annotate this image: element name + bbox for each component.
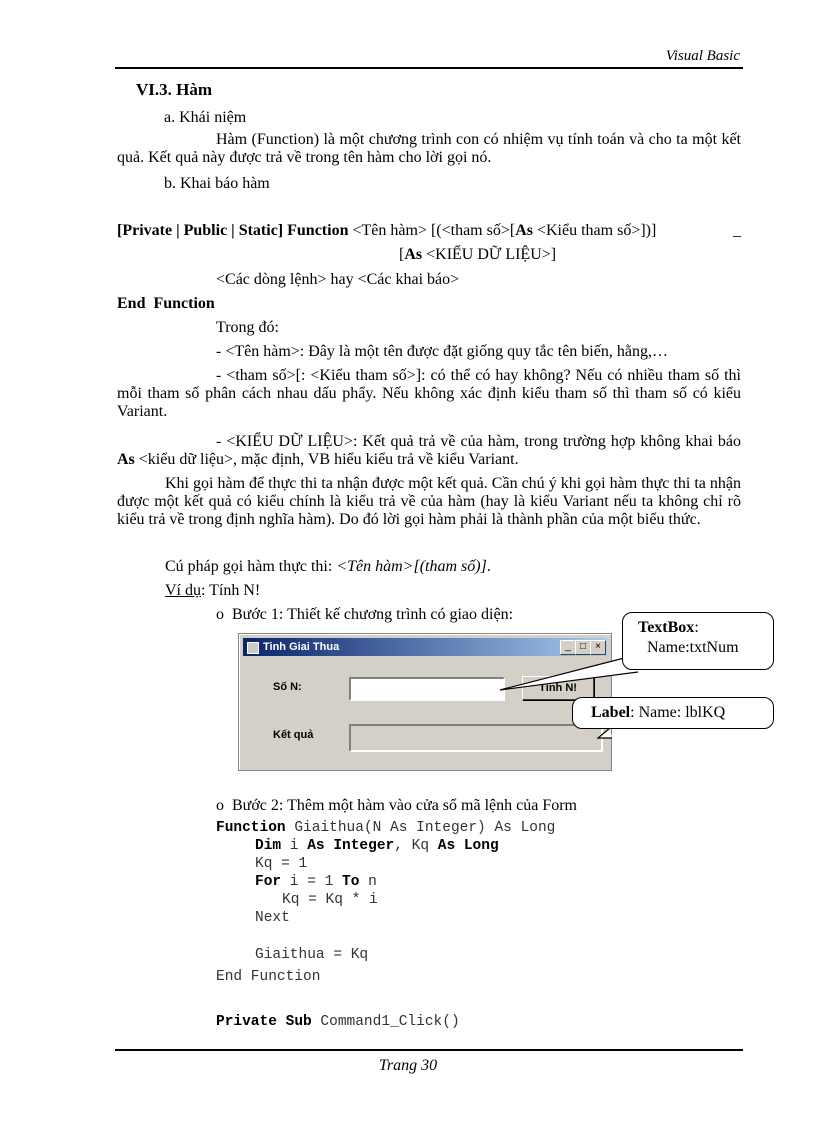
footer-rule: [115, 1049, 743, 1051]
example-label: Ví dụ: [165, 582, 201, 599]
explain-p3-as: As: [117, 451, 135, 468]
code-for-start: i = 1: [281, 874, 343, 890]
label-callout: [572, 697, 774, 729]
call-syntax-label: Cú pháp gọi hàm thực thi:: [165, 558, 337, 575]
syntax-continuation: _: [733, 222, 741, 239]
label-callout-name: : Name: lblKQ: [630, 704, 726, 721]
code-var-kq: , Kq: [394, 838, 438, 854]
section-heading: VI.3. Hàm: [136, 80, 213, 99]
step-1-text: Bước 1: Thiết kế chương trình có giao diện:: [232, 606, 514, 623]
call-syntax-end: .: [486, 558, 491, 575]
part-a-label: a. Khái niệm: [164, 109, 247, 126]
textbox-callout-name: Name:txtNum: [647, 639, 739, 656]
part-b-label: b. Khai báo hàm: [164, 175, 270, 192]
label-so-n: Số N:: [273, 681, 302, 693]
code-line-5: Kq = Kq * i: [282, 892, 378, 908]
kw-as-integer: As Integer: [307, 838, 395, 854]
syntax-return-type: <KIỂU DỮ LIỆU>]: [422, 246, 557, 263]
code-line-3: Kq = 1: [255, 856, 308, 872]
part-a-text: Hàm (Function) là một chương trình con có nhiệm vụ tính toán và cho ta một kết quả. Kết quả này được trả về trong tên hàm cho lời gọi nó.: [117, 131, 741, 166]
textbox-pointer: [500, 656, 638, 690]
code-for-end: n: [359, 874, 377, 890]
step-1-bullet: o: [216, 606, 224, 623]
code-signature: Giaithua(N As Integer) As Long: [285, 820, 556, 836]
page-header: Visual Basic: [665, 48, 740, 64]
syntax-end: End Function: [117, 295, 215, 312]
textbox-callout-title: TextBox: [638, 619, 695, 636]
label-ket-qua: Kết quả: [273, 729, 314, 741]
code-line-1: [216, 820, 555, 836]
label-callout-title: Label: [591, 704, 631, 721]
syntax-keywords: [Private | Public | Static] Function: [117, 222, 349, 239]
explain-p2: - <tham số>[: <Kiểu tham số>]: có thể có hay không? Nếu có nhiều tham số thì mỗi tham số phân cách nhau dấu phẩy. Nếu không xác định kiểu tham số thì tham số có kiểu Variant.: [117, 367, 741, 420]
kw-to: To: [342, 874, 360, 890]
code-var-i: i: [281, 838, 308, 854]
textbox-callout: [622, 612, 774, 670]
syntax-as-2: As: [404, 246, 423, 263]
explain-p4: Khi gọi hàm để thực thi ta nhận được một kết quả. Cần chú ý khi gọi hàm thực thi ta nhận được một kết quả có kiểu chính là kiểu trả về của hàm (hay là kiểu Variant nếu ta không chỉ rõ kiểu trả về trong định nghĩa hàm). Do đó lời gọi hàm phải là thành phần của một biểu thức.: [117, 475, 741, 528]
minimize-button[interactable]: _: [560, 640, 576, 655]
close-button[interactable]: ×: [590, 640, 606, 655]
code-line-7: Giaithua = Kq: [255, 947, 369, 963]
syntax-open-bracket: [: [399, 246, 405, 263]
code-line-8: End Function: [216, 969, 321, 985]
syntax-line-3: <Các dòng lệnh> hay <Các khai báo>: [216, 271, 460, 288]
syntax-name-part: <Tên hàm> [(<tham số>[: [348, 222, 516, 239]
code-sub-name: Command1_Click(): [311, 1014, 460, 1030]
step-2: [216, 797, 577, 815]
code-line-2: [255, 838, 499, 854]
explain-intro: Trong đó:: [216, 319, 279, 336]
vb-form-title: Tinh Giai Thua: [263, 641, 340, 653]
code-line-6: Next: [255, 910, 290, 926]
example-text: : Tính N!: [201, 582, 261, 599]
kw-as-long: As Long: [437, 838, 499, 854]
maximize-button[interactable]: □: [575, 640, 591, 655]
step-2-text: Bước 2: Thêm một hàm vào cửa sổ mã lệnh của Form: [232, 797, 577, 814]
explain-p1: - <Tên hàm>: Đây là một tên được đặt giống quy tắc tên biến, hằng,…: [216, 343, 668, 360]
textbox-callout-colon: :: [694, 619, 699, 636]
kw-function: Function: [216, 820, 286, 836]
kw-dim: Dim: [255, 838, 282, 854]
step-2-bullet: o: [216, 797, 224, 814]
kw-for: For: [255, 874, 282, 890]
code-line-9: [216, 1014, 460, 1030]
explain-p3-b: <kiểu dữ liệu>, mặc định, VB hiểu kiểu trả về kiểu Variant.: [134, 451, 519, 468]
page-number: Trang 30: [378, 1057, 438, 1074]
code-line-4: [255, 874, 377, 890]
explain-p3-a: - <KIỂU DỮ LIỆU>: Kết quả trả về của hàm, trong trường hợp không khai báo: [216, 433, 741, 450]
tinh-n-button[interactable]: Tính N!: [522, 676, 594, 700]
syntax-param-type: <Kiểu tham số>])]: [532, 222, 657, 239]
syntax-as-1: As: [515, 222, 533, 239]
kw-private-sub: Private Sub: [216, 1014, 312, 1030]
label-pointer: [598, 728, 612, 738]
call-syntax-form: <Tên hàm>[(tham số)]: [336, 558, 487, 575]
